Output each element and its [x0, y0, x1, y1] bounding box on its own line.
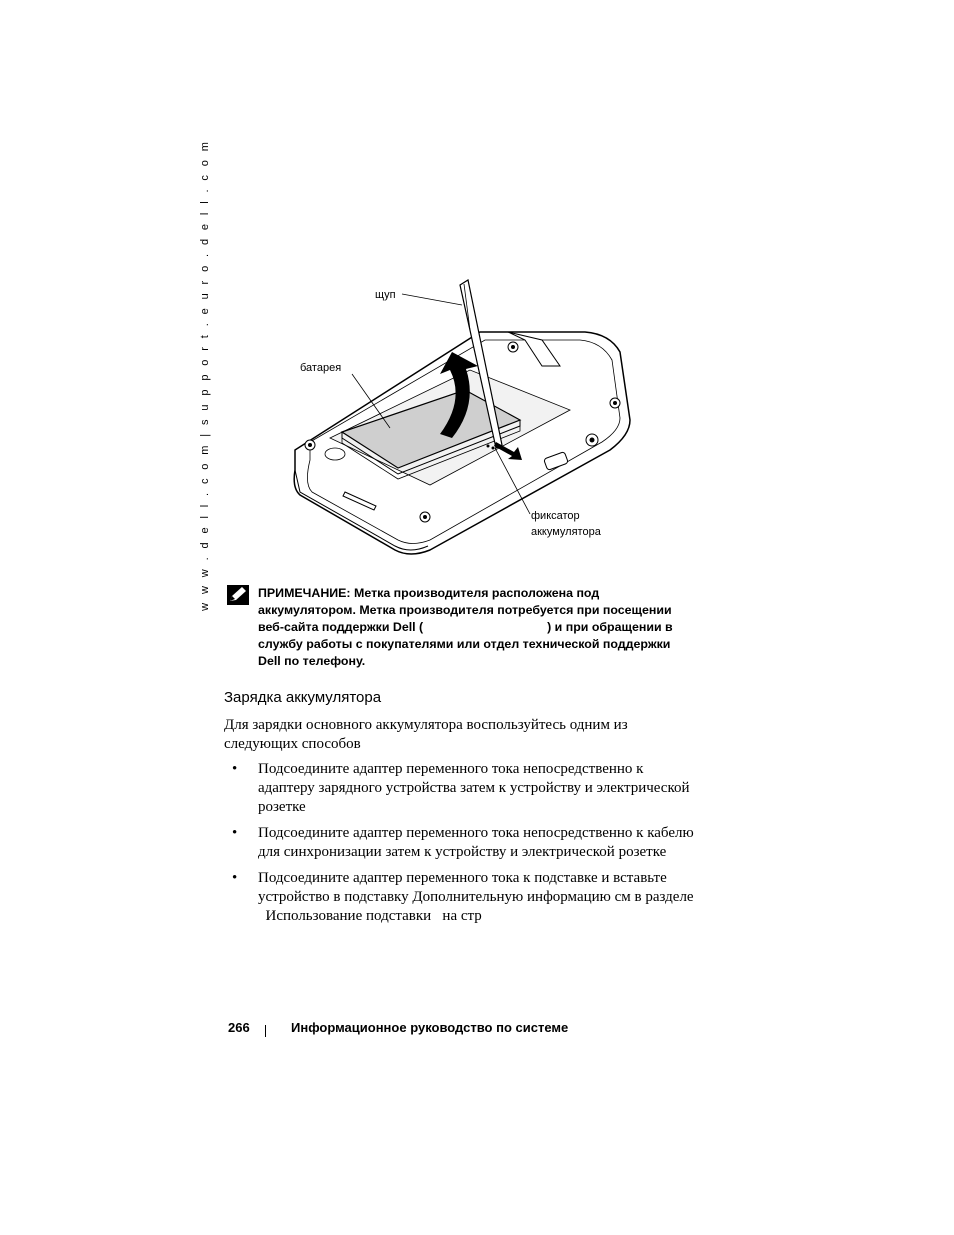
- bullet-marker: •: [232, 761, 238, 777]
- bullet-3-line-2: устройство в подставку Дополнительную информацию см в разделе: [258, 889, 694, 905]
- list-item: [224, 760, 714, 817]
- note-line-1: [258, 585, 708, 602]
- footer-title: Информационное руководство по системе: [291, 1020, 569, 1035]
- note-line-4: службу работы с покупателями или отдел технической поддержки: [258, 637, 671, 651]
- latch-label-line2: аккумулятора: [531, 526, 601, 538]
- footer-divider: [265, 1025, 266, 1037]
- note-line-5: Dell по телефону.: [258, 654, 366, 668]
- side-url: [197, 139, 213, 611]
- bullet-3-line-1: Подсоедините адаптер переменного тока к подставке и вставьте: [258, 870, 667, 886]
- bullet-1-line-1: Подсоедините адаптер переменного тока непосредственно к: [258, 761, 644, 777]
- intro-line-1: Для зарядки основного аккумулятора воспользуйтесь одним из: [224, 717, 628, 733]
- bullet-1-line-2: адаптеру зарядного устройства затем к устройству и электрической: [258, 780, 690, 796]
- side-url-text: w w w . d e l l . c o m | s u p p o r t . e u r o . d e l l . c o m: [199, 139, 212, 611]
- bullet-3-line-3: Использование подставки на стр: [258, 908, 482, 924]
- bullet-2-line-2: для синхронизации затем к устройству и электрической розетке: [258, 844, 667, 860]
- note-line-2: аккумулятором. Метка производителя потребуется при посещении: [258, 603, 672, 617]
- pencil-note-icon: [226, 584, 250, 606]
- note-line-3: веб-сайта поддержки Dell ( ) и при обращении в: [258, 620, 673, 634]
- intro-line-2: следующих способов: [224, 736, 361, 752]
- manufacturer-label-note: [258, 585, 708, 670]
- battery-label: батарея: [300, 362, 342, 374]
- battery-removal-figure: [280, 270, 680, 570]
- note-heading: ПРИМЕЧАНИЕ:: [258, 586, 351, 600]
- bullet-marker: •: [232, 870, 238, 886]
- intro-paragraph: [224, 716, 704, 754]
- list-item: [224, 824, 714, 862]
- section-title: Зарядка аккумулятора: [224, 689, 382, 706]
- latch-label-line1: фиксатор: [531, 510, 580, 522]
- note-text-1: Метка производителя расположена под: [354, 586, 600, 600]
- bullet-marker: •: [232, 825, 238, 841]
- page-number: 266: [228, 1020, 250, 1035]
- bullet-2-line-1: Подсоедините адаптер переменного тока непосредственно к кабелю: [258, 825, 694, 841]
- list-item: [224, 869, 714, 926]
- device-illustration: [280, 270, 680, 570]
- bullet-1-line-3: розетке: [258, 799, 306, 815]
- stylus-label: щуп: [375, 289, 396, 301]
- charging-methods-list: [224, 760, 714, 933]
